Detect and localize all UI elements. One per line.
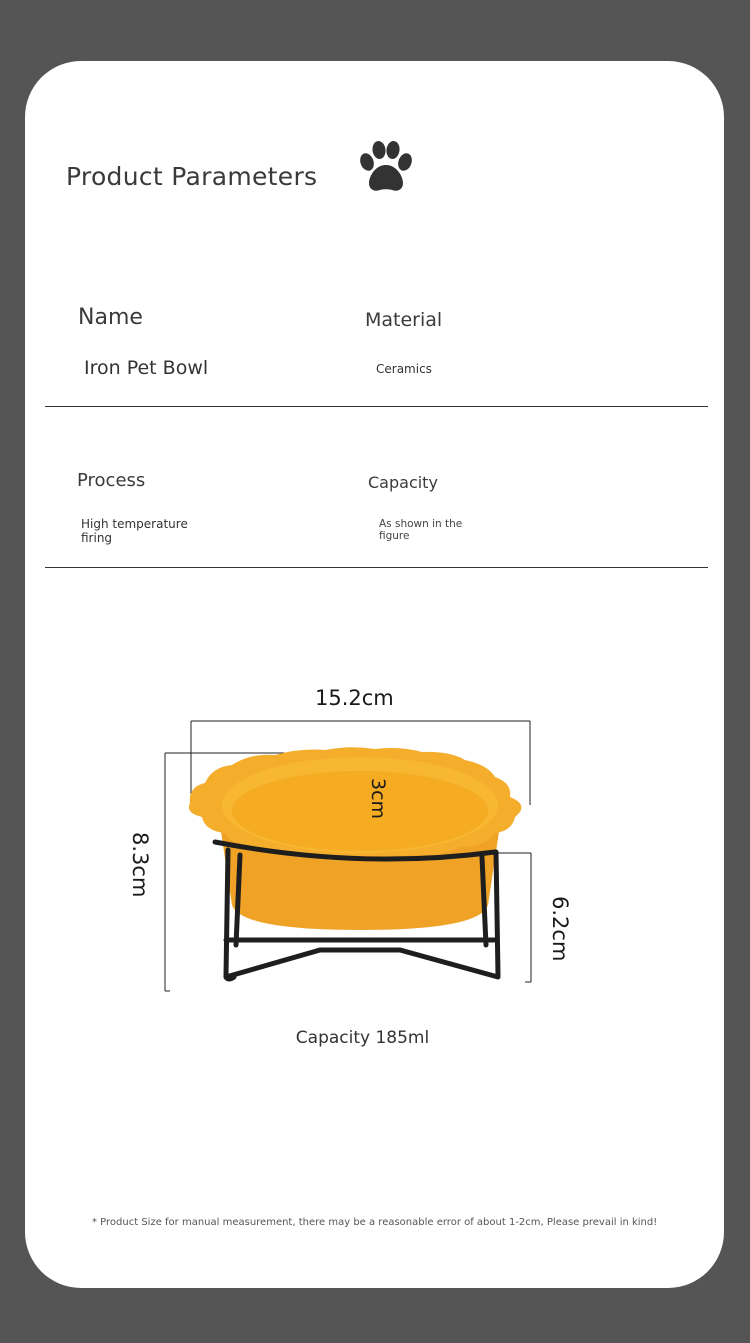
process-value-line2: firing — [81, 531, 113, 545]
capacity-value-line1: As shown in the — [379, 518, 463, 530]
name-label: Name — [78, 305, 143, 330]
capacity-label: Capacity — [368, 473, 438, 492]
capacity-value — [379, 518, 462, 542]
page-title: Product Parameters — [66, 162, 318, 191]
process-value — [81, 517, 188, 545]
width-dimension: 15.2cm — [315, 686, 394, 710]
process-label: Process — [77, 470, 146, 491]
stand-height-dimension: 6.2cm — [548, 896, 572, 962]
total-height-dimension: 8.3cm — [128, 832, 152, 898]
divider — [45, 567, 708, 568]
capacity-caption: Capacity 185ml — [295, 1028, 430, 1048]
divider — [45, 406, 708, 407]
depth-dimension: 3cm — [367, 778, 389, 820]
footnote: * Product Size for manual measurement, there may be a reasonable error of about 1-2cm, Please prevail in kind! — [92, 1217, 658, 1228]
paw-icon — [355, 140, 415, 195]
name-value: Iron Pet Bowl — [84, 357, 209, 379]
process-value-line1: High temperature — [81, 517, 188, 531]
material-label: Material — [365, 309, 443, 331]
bowl-illustration — [160, 715, 590, 1005]
capacity-value-line2: figure — [379, 530, 410, 542]
material-value: Ceramics — [376, 362, 432, 376]
parameters-card — [25, 61, 724, 1288]
